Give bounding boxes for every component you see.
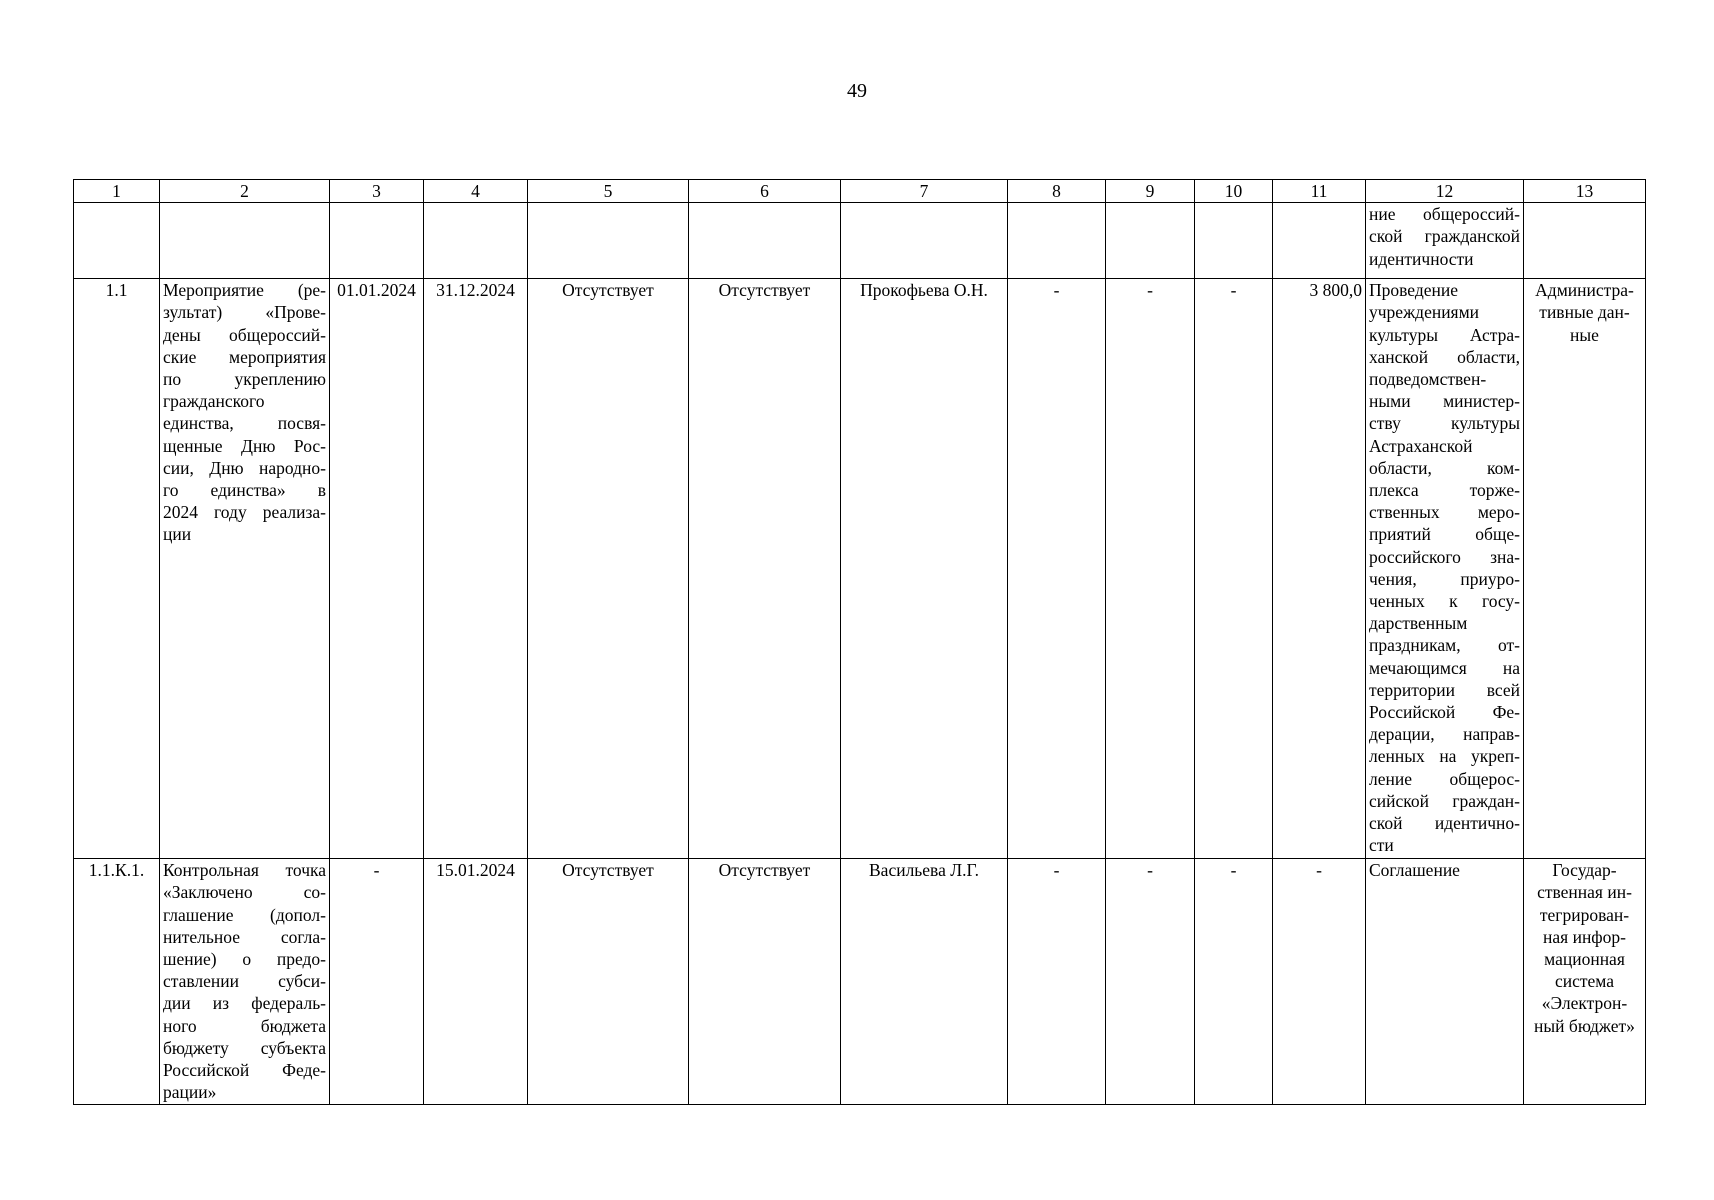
text-line: дены общероссий- <box>163 324 326 345</box>
cell-empty <box>1106 203 1195 279</box>
cell-col9: - <box>1106 859 1195 1105</box>
text-line: го единства» в <box>163 480 326 501</box>
cell-amount: 3 800,0 <box>1273 279 1366 859</box>
text-line: глашение (допол- <box>163 904 326 925</box>
cell-empty <box>424 203 528 279</box>
text-line: области, ком- <box>1369 457 1520 478</box>
cell-col5: Отсутствует <box>528 279 689 859</box>
text-line: ленных на укреп- <box>1369 746 1520 767</box>
text-line: ские мероприятия <box>163 346 326 367</box>
cell-empty <box>1008 203 1106 279</box>
cell-start-date: - <box>330 859 424 1105</box>
cell-empty <box>330 203 424 279</box>
document-table <box>73 179 1646 1105</box>
text-line: по укреплению <box>163 369 326 390</box>
cell-empty <box>841 203 1008 279</box>
cell-responsible: Васильева Л.Г. <box>841 859 1008 1105</box>
cell-empty <box>1524 203 1646 279</box>
cell-responsible: Прокофьева О.Н. <box>841 279 1008 859</box>
table-row-continuation <box>74 203 1646 279</box>
cell-description: Соглашение <box>1366 859 1524 1105</box>
text-line: щенные Дню Рос- <box>163 435 326 456</box>
header-col-11: 11 <box>1273 180 1366 203</box>
text-line: мационная <box>1544 949 1625 970</box>
text-line: приятий обще- <box>1369 524 1520 545</box>
table-row-1-1-k-1 <box>74 859 1646 1105</box>
text-line: российского зна- <box>1369 546 1520 567</box>
text-line: 2024 году реализа- <box>163 502 326 523</box>
cell-end-date: 31.12.2024 <box>424 279 528 859</box>
text-line: тегрирован- <box>1539 904 1630 925</box>
header-col-1: 1 <box>74 180 160 203</box>
text-line: ской гражданской <box>1369 226 1520 247</box>
cell-col8: - <box>1008 859 1106 1105</box>
text-line: гражданского <box>163 391 265 412</box>
header-col-13: 13 <box>1524 180 1646 203</box>
text-line: дии из федераль- <box>163 993 326 1014</box>
text-line: территории всей <box>1369 679 1520 700</box>
text-line: «Заключено со- <box>163 882 326 903</box>
header-col-3: 3 <box>330 180 424 203</box>
header-col-8: 8 <box>1008 180 1106 203</box>
cell-source <box>1524 279 1646 859</box>
cell-row-number: 1.1 <box>74 279 160 859</box>
text-line: ченных к госу- <box>1369 591 1520 612</box>
cell-amount: - <box>1273 859 1366 1105</box>
text-line: ные <box>1570 324 1599 345</box>
text-line: система <box>1554 971 1615 992</box>
text-line: подведомствен- <box>1369 369 1487 390</box>
header-col-5: 5 <box>528 180 689 203</box>
header-col-7: 7 <box>841 180 1008 203</box>
text-line: нительное согла- <box>163 926 326 947</box>
text-line: Астраханской <box>1369 435 1473 456</box>
text-line: шение) о предо- <box>163 949 326 970</box>
cell-col6: Отсутствует <box>689 279 841 859</box>
text-line: сии, Дню народно- <box>163 457 326 478</box>
text-line: Проведение <box>1369 280 1459 301</box>
cell-col10: - <box>1195 859 1273 1105</box>
text-line: праздникам, от- <box>1369 635 1520 656</box>
cell-source <box>1524 859 1646 1105</box>
text-line: плекса торже- <box>1369 480 1520 501</box>
header-col-12: 12 <box>1366 180 1524 203</box>
text-line: ная инфор- <box>1543 926 1626 947</box>
text-line: тивные дан- <box>1539 302 1630 323</box>
cell-col6: Отсутствует <box>689 859 841 1105</box>
header-col-9: 9 <box>1106 180 1195 203</box>
cell-description-continued <box>1366 203 1524 279</box>
table-row-1-1 <box>74 279 1646 859</box>
cell-empty <box>689 203 841 279</box>
text-line: Российской Фе- <box>1369 702 1520 723</box>
cell-end-date: 15.01.2024 <box>424 859 528 1105</box>
cell-empty <box>160 203 330 279</box>
cell-col9: - <box>1106 279 1195 859</box>
text-line: сийской граждан- <box>1369 790 1520 811</box>
page-number: 49 <box>847 80 867 102</box>
header-row <box>74 180 1646 203</box>
cell-col10: - <box>1195 279 1273 859</box>
text-line: ственная ин- <box>1537 882 1632 903</box>
text-line: Государ- <box>1552 860 1617 881</box>
cell-row-number: 1.1.К.1. <box>74 859 160 1105</box>
cell-empty <box>1195 203 1273 279</box>
text-line: бюджету субъекта <box>163 1037 326 1058</box>
text-line: ние общероссий- <box>1369 204 1520 225</box>
header-col-4: 4 <box>424 180 528 203</box>
text-line: ными министер- <box>1369 391 1520 412</box>
cell-title <box>160 859 330 1105</box>
text-line: ление общерос- <box>1369 768 1520 789</box>
text-line: дарственным <box>1369 613 1468 634</box>
text-line: дерации, направ- <box>1369 724 1520 745</box>
cell-empty <box>74 203 160 279</box>
text-line: Мероприятие (ре- <box>163 280 326 301</box>
text-line: ции <box>163 524 192 545</box>
cell-empty <box>528 203 689 279</box>
text-line: Контрольная точка <box>163 860 326 881</box>
text-line: Российской Феде- <box>163 1060 326 1081</box>
text-line: учреждениями <box>1369 302 1480 323</box>
cell-empty <box>1273 203 1366 279</box>
text-line: культуры Астра- <box>1369 324 1520 345</box>
text-line: Администра- <box>1535 280 1634 301</box>
cell-col8: - <box>1008 279 1106 859</box>
text-line: ставлении субси- <box>163 971 326 992</box>
text-line: «Электрон- <box>1541 993 1628 1014</box>
text-line: мечающимся на <box>1369 657 1520 678</box>
text-line: сти <box>1369 835 1394 856</box>
cell-col5: Отсутствует <box>528 859 689 1105</box>
cell-description <box>1366 279 1524 859</box>
text-line: ный бюджет» <box>1534 1015 1635 1036</box>
text-line: ного бюджета <box>163 1015 326 1036</box>
text-line: чения, приуро- <box>1369 568 1520 589</box>
text-line: ству культуры <box>1369 413 1520 434</box>
cell-title <box>160 279 330 859</box>
text-line: рации» <box>163 1082 217 1103</box>
text-line: ханской области, <box>1369 346 1520 367</box>
header-col-6: 6 <box>689 180 841 203</box>
header-col-10: 10 <box>1195 180 1273 203</box>
text-line: идентичности <box>1369 248 1474 269</box>
text-line: зультат) «Прове- <box>163 302 326 323</box>
text-line: ственных меро- <box>1369 502 1520 523</box>
cell-start-date: 01.01.2024 <box>330 279 424 859</box>
text-line: единства, посвя- <box>163 413 326 434</box>
text-line: ской идентично- <box>1369 813 1520 834</box>
header-col-2: 2 <box>160 180 330 203</box>
